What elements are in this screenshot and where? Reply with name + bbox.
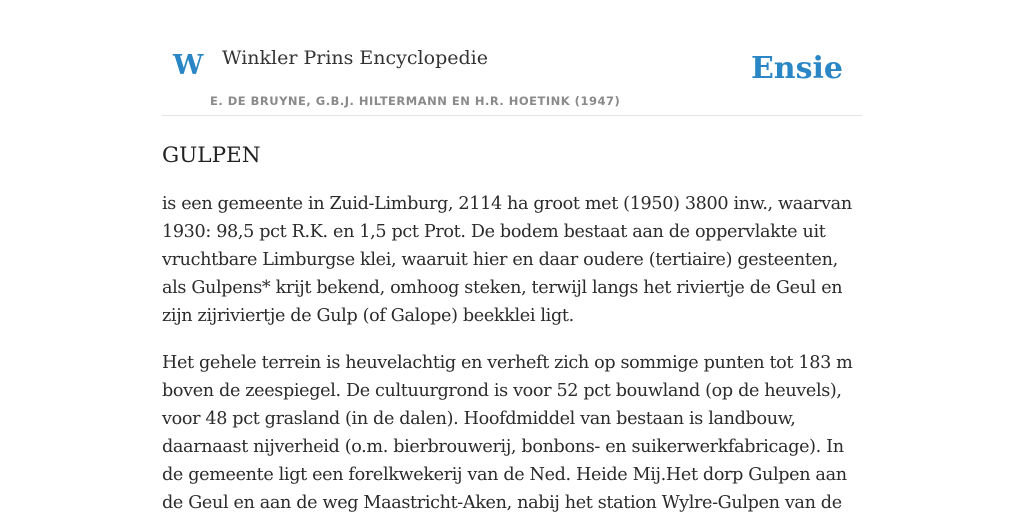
- source-authors: E. DE BRUYNE, G.B.J. HILTERMANN EN H.R. HOETINK (1947): [210, 94, 621, 108]
- entry-title: GULPEN: [162, 143, 261, 168]
- entry-body: [162, 190, 862, 512]
- content-container: [162, 0, 862, 512]
- ensie-logo-link[interactable]: Ensie: [750, 51, 843, 86]
- winkler-prins-logo[interactable]: W: [173, 50, 204, 81]
- entry-paragraph: Het gehele terrein is heuvelachtig en verheft zich op sommige punten tot 183 m boven de zeespiegel. De cultuurgrond is voor 52 pct bouwland (op de heuvels), voor 48 pct grasland (in de dalen). Hoofdmiddel van bestaan is landbouw, daarnaast nijverheid (o.m. bierbrouwerij, bonbons- en suikerwerkfabricage). In de gemeente ligt een forelkwekerij van de Ned. Heide Mij.Het dorp Gulpen aan de Geul en aan de weg Maastricht-Aken, nabij het station Wylre-Gulpen van de: [162, 353, 853, 512]
- source-title-link[interactable]: Winkler Prins Encyclopedie: [222, 47, 488, 69]
- entry-paragraph: is een gemeente in Zuid-Limburg, 2114 ha groot met (1950) 3800 inw., waarvan 1930: 98,5 pct R.K. en 1,5 pct Prot. De bodem bestaat aan de oppervlakte uit vruchtbare Limburgse klei, waaruit hier en daar oudere (tertiaire) gesteenten, als Gulpens* krijt bekend, omhoog steken, terwijl langs het riviertje de Geul en zijn zijriviertje de Gulp (of Galope) beekklei ligt.: [162, 194, 852, 326]
- site-header: [162, 0, 862, 116]
